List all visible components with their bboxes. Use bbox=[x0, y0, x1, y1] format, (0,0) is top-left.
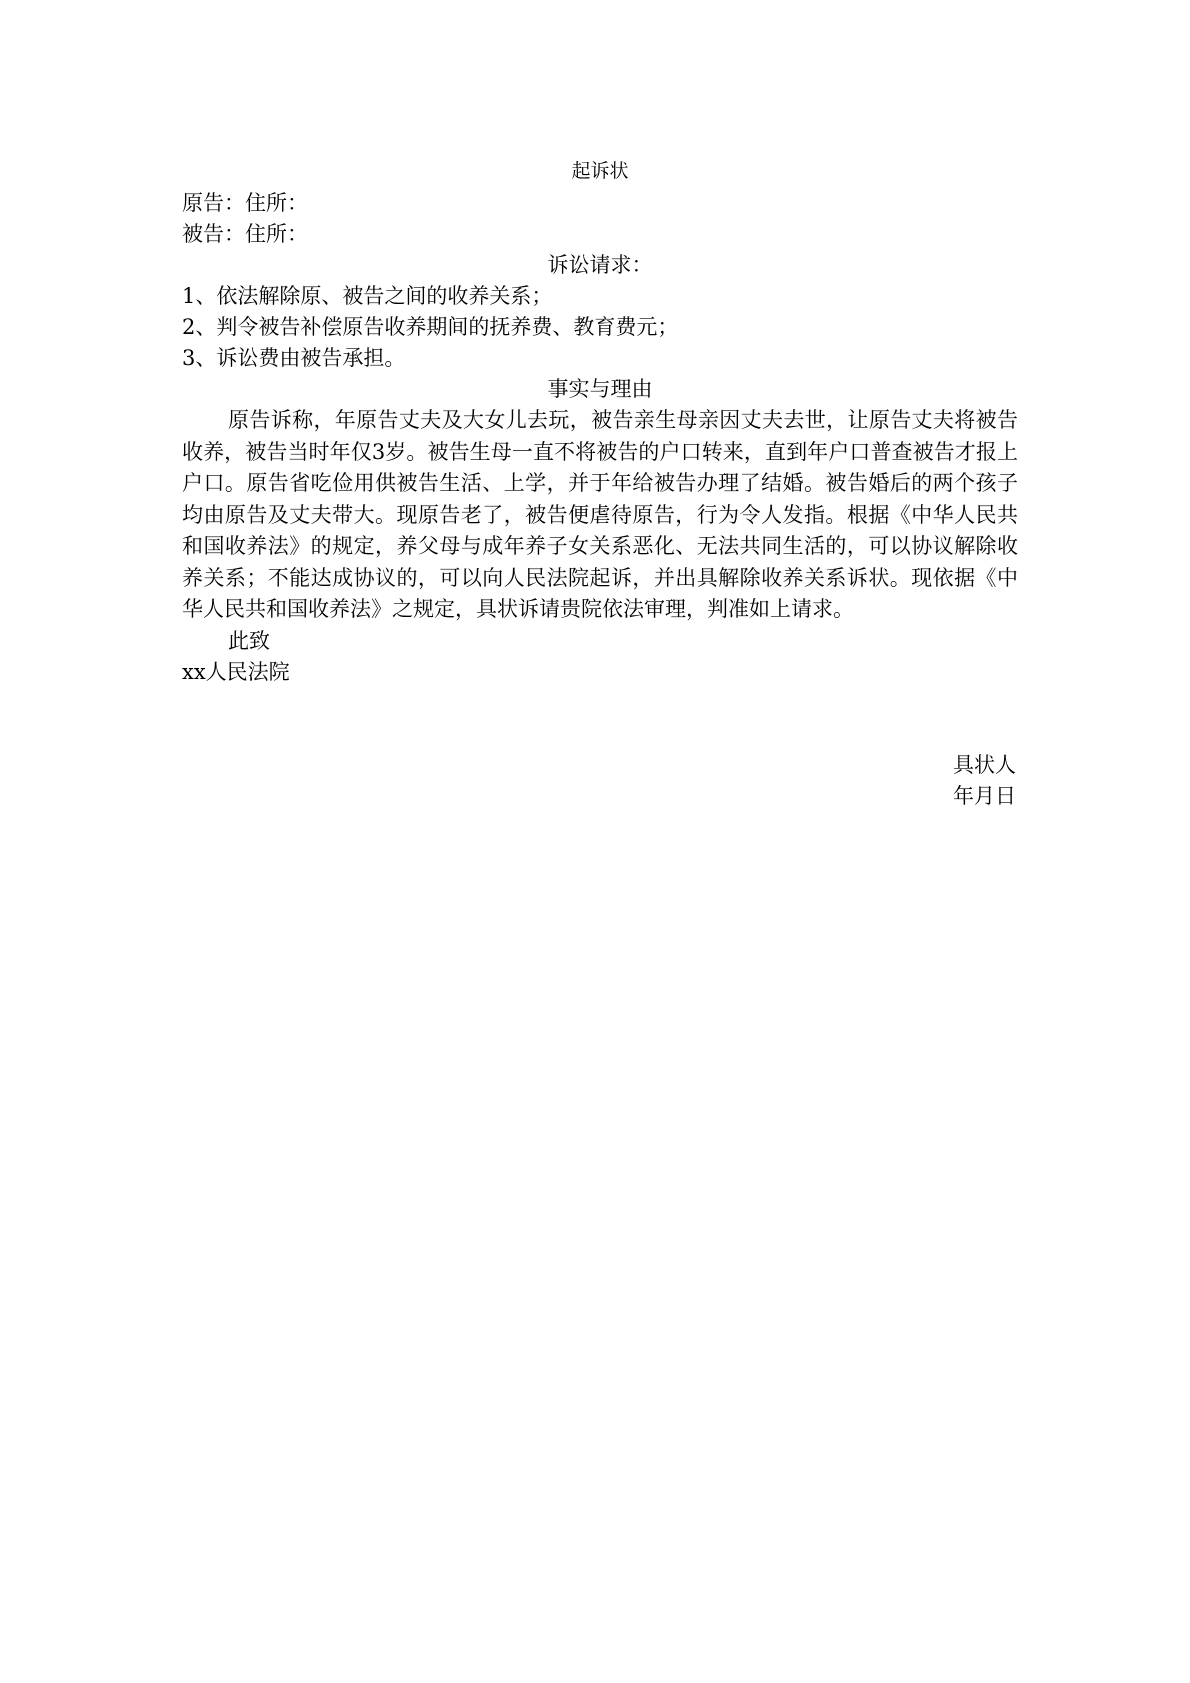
facts-paragraph: 原告诉称，年原告丈夫及大女儿去玩，被告亲生母亲因丈夫去世，让原告丈夫将被告收养，被告当时年仅3岁。被告生母一直不将被告的户口转来，直到年户口普查被告才报上户口。原告省吃俭用供被告生活、上学，并于年给被告办理了结婚。被告婚后的两个孩子均由原告及丈夫带大。现原告老了，被告便虐待原告，行为令人发指。根据《中华人民共和国收养法》的规定，养父母与成年养子女关系恶化、无法共同生活的，可以协议解除收养关系；不能达成协议的，可以向人民法院起诉，并出具解除收养关系诉状。现依据《中华人民共和国收养法》之规定，具状诉请贵院依法审理，判准如上请求。 bbox=[182, 408, 1018, 621]
claims-list bbox=[182, 281, 1018, 374]
claim-item: 1、依法解除原、被告之间的收养关系； bbox=[182, 284, 553, 308]
document-page bbox=[182, 158, 1018, 812]
claim-item: 3、诉讼费由被告承担。 bbox=[182, 346, 406, 370]
salutation: 此致 bbox=[228, 628, 270, 653]
signer-label: 具状人 bbox=[953, 752, 1016, 777]
defendant-line: 被告：住所： bbox=[182, 222, 308, 246]
claim-item: 2、判令被告补偿原告收养期间的抚养费、教育费元； bbox=[182, 315, 679, 339]
facts-heading: 事实与理由 bbox=[547, 377, 653, 401]
signature-spacer bbox=[182, 688, 1018, 750]
date-label: 年月日 bbox=[953, 783, 1016, 808]
claims-heading: 诉讼请求： bbox=[547, 253, 653, 277]
court-name: xx人民法院 bbox=[182, 659, 290, 684]
document-title: 起诉状 bbox=[571, 160, 629, 182]
plaintiff-line: 原告：住所： bbox=[182, 191, 308, 215]
